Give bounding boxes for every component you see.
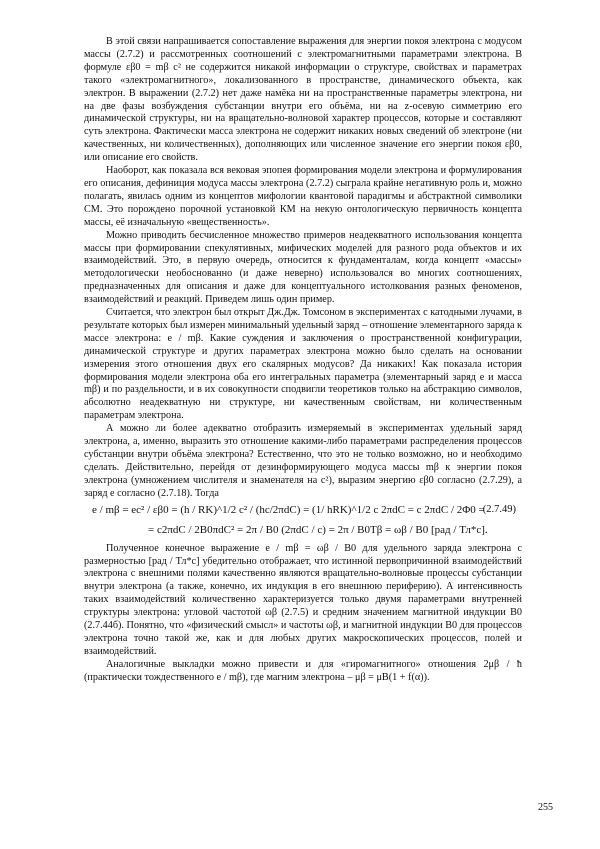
paragraph-1: В этой связи напрашивается сопоставление выражения для энергии покоя электрона с модусом массы (2.7.2) и рассмотренных соотношений с электромагнитными параметрами электрона. В формуле εβ0 = mβ c² не содержится никакой информации о структуре, свойствах и параметрах такого «электромагнитного», локализованного в пространстве, динамического объекта, как электрон. В выражении (2.7.2) нет даже намёка ни на пространственные параметры электрона, ни на две фазы возбуждения субстанции внутри его объёма, ни на z-осевую симметрию его динамической структуры, ни на вращательно-волновой характер процессов, которые и составляют суть электрона. Фактически масса электрона не содержит никаких новых сведений об электроне (ни качественных, ни количественных), дополняющих или численное значение его энергии покоя εβ0, или описание его свойств. [84, 36, 522, 164]
equation-line-2 [84, 522, 522, 543]
paragraph-3: Можно приводить бесчисленное множество примеров неадекватного использования концепта массы при формировании спекулятивных, мифических моделей для разного рода объектов и их взаимодействий. Это, в первую очередь, относится к фундаменталам, когда концепт «массы» методологически необоснованно (и даже неверно) использовался во многих соотношениях, предназначенных для описания и даже для концептуального истолкования разных феноменов, взаимодействий и реакций. Приведем лишь один пример. [84, 229, 522, 306]
equation-formula-2: = c2πdC / 2B0πdC² = 2π / B0 (2πdC / c) = 2π / B0Tβ = ωβ / B0 [рад / Тл*с]. [148, 523, 488, 536]
equation-number: (2.7.49) [482, 503, 516, 515]
equation-line-1 [84, 501, 522, 522]
equation-formula-1: e / mβ = ec² / εβ0 = (h / RK)^1/2 c² / (hc/2πdC) = (1/ hRK)^1/2 c 2πdC = c 2πdC / 2Φ0 = [92, 503, 485, 516]
paragraph-6: Полученное конечное выражение e / mβ = ωβ / B0 для удельного заряда электрона с размерностью [рад / Тл*с] убедительно отображает, что истинной первопричинной взаимодействий электрона с внешними полями качественно являются вращательно-волновые процессы субстанции внутри электрона (а также, конечно, их индукция в его внешнюю периферию). А интенсивность таких взаимодействий количественно характеризуется только двумя параметрами внутренней структуры электрона: угловой частотой ωβ (2.7.5) и средним значением магнитной индукции B0 (2.7.44б). Понятно, что «физический смысл» и частоты ωβ, и магнитной индукции B0 для процессов электрона точно такой же, как и для любых других макроскопических процессов, полей и взаимодействий. [84, 542, 522, 657]
paragraph-2: Наоборот, как показала вся вековая эпопея формирования модели электрона и формулирования его описания, дефиниция модуса массы электрона (2.7.2) сыграла крайне негативную роль и, можно полагать, явилась одним из концептов мифологии квантовой парадигмы и абстрактной символики СМ. Это порождено порочной установкой КМ на некую онтологическую первичность концепта массы, её изначальную «вещественность». [84, 165, 522, 228]
page-content [84, 36, 522, 685]
page-number: 255 [538, 802, 553, 813]
paragraph-4: Считается, что электрон был открыт Дж.Дж. Томсоном в экспериментах с катодными лучами, в результате которых был измерен минимальный удельный заряд – отношение элементарного заряда к массе электрона: e / mβ. Какие суждения и заключения о пространственной конфигурации, динамической структуре и других параметрах электрона можно было сделать на основании измерения этого отношения двух его скалярных модусов? Да никаких! Как показала история формирования модели электрона оба его интегральных параметра (элементарный заряд e и масса mβ) и по раздельности, и в их совокупности сподвигли теоретиков только на абстракцию символов, абсолютно неадекватную ни структуре, ни качественным свойствам, ни количественным параметрам электрона. [84, 307, 522, 422]
paragraph-5: А можно ли более адекватно отобразить измеряемый в экспериментах удельный заряд электрона, а, именно, выразить это отношение какими-либо параметрами распределения процессов субстанции внутри объёма электрона? Естественно, что это не только возможно, но и необходимо сделать. Действительно, перейдя от дезинформирующего модуса массы mβ к энергии покоя электрона (умножением числителя и знаменателя на c²), выразим энергию εβ0 согласно (2.7.29), а заряд e согласно (2.7.18). Тогда [84, 423, 522, 499]
paragraph-7: Аналогичные выкладки можно привести и для «гиромагнитного» отношения 2μβ / ħ (практически тождественного e / mβ), где магним электрона – μβ = μB(1 + f(α)). [84, 658, 522, 683]
